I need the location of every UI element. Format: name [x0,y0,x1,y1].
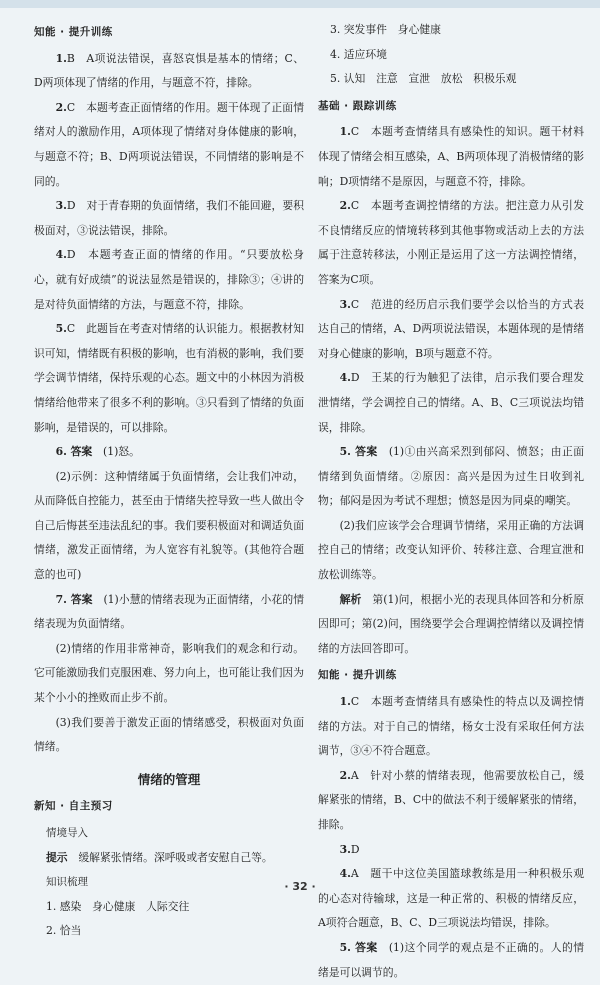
answer-item: 2.C 本题考查调控情绪的方法。把注意力从引发不良情绪反应的情境转移到其他事物或活动上去的方法属于注意转移法，小刚正是运用了这一方法调控情绪，答案为C项。 [318,199,585,286]
knowledge-item: 5. 认知 注意 宣泄 放松 积极乐观 [330,72,517,86]
answer-item: 3.D [339,842,360,856]
section-heading: 知能 · 提升训练 [34,26,113,38]
answer-item: 1.C 本题考查情绪具有感染性的知识。题干材料体现了情绪会相互感染，A、B两项体现了消极情绪的影响；D项情绪不是原因，与题意不符，排除。 [318,125,585,188]
answer-paragraph: (3)我们要善于激发正面的情绪感受，积极面对负面情绪。 [34,715,304,754]
tip: 提示 缓解紧张情绪。深呼吸或者安慰自己等。 [46,850,273,864]
answer-item: 4.D 本题考查正面的情绪的作用。“只要放松身心，就有好成绩”的说法显然是错误的，排除③；④讲的是对待负面情绪的方法，与题意不符，排除。 [34,248,304,311]
section-heading: 基础 · 跟踪训练 [318,99,397,112]
section-heading: 知能 · 提升训练 [318,669,397,682]
subsection-heading: 情境导入 [46,827,88,839]
lesson-title: 情绪的管理 [137,771,201,787]
page-number: · 32 · [284,880,316,893]
answer-item: 6. 答案 (1)怒。 [55,445,140,459]
answer-paragraph: (2)我们应该学会合理调节情绪，采用正确的方法调控自己的情绪；改变认知评价、转移注意、合理宣泄和放松训练等。 [318,518,584,582]
answer-item: 1.B A项说法错误，喜怒哀惧是基本的情绪；C、D两项体现了情绪的作用，与题意不符，排除。 [34,51,305,90]
answer-item: 2.C 本题考查正面情绪的作用。题干体现了正面情绪对人的激励作用，A项体现了情绪对身体健康的影响，与题意不符；B、D两项说法错误，不同情绪的影响是不同的。 [34,100,304,188]
answer-item: 3.C 范进的经历启示我们要学会以恰当的方式表达自己的情绪，A、D两项说法错误，本题体现的是情绪对身心健康的影响，B项与题意不符。 [318,297,585,360]
answer-item: 7. 答案 (1)小慧的情绪表现为正面情绪，小花的情绪表现为负面情绪。 [34,592,305,631]
answer-paragraph: (2)情绪的作用非常神奇，影响我们的观念和行动。它可能激励我们克服困难、努力向上，也可能让我们因为某个小小的挫败而止步不前。 [34,641,304,705]
answer-paragraph: (2)示例：这种情绪属于负面情绪，会让我们冲动，从而降低自控能力，甚至由于情绪失控导致一些人做出令自己后悔甚至违法乱纪的事。我们要积极面对和调适负面情绪，激发正面情绪，为人宽容有礼貌等。(其他符合题意的也可) [34,469,304,582]
answer-item: 3.D 对于青春期的负面情绪，我们不能回避，要积极面对，③说法错误，排除。 [34,199,305,237]
answer-item: 5. 答案 (1)①由兴高采烈到郁闷、愤怒；由正面情绪到负面情绪。②原因：高兴是因为过生日收到礼物；郁闷是因为考试不理想；愤怒是因为同桌的嘲笑。 [318,445,585,508]
answer-item: 2.A 针对小蔡的情绪表现，他需要放松自己，缓解紧张的情绪，B、C中的做法不利于缓解紧张的情绪，排除。 [318,768,584,831]
analysis: 解析 第(1)问，根据小光的表现具体回答和分析原因即可；第(2)问，围绕要学会合理调控情绪以及调控情绪的方法回答即可。 [318,592,585,655]
answer-item: 4.A 题干中这位美国篮球教练是用一种积极乐观的心态对待输球，这是一种正常的、积极的情绪反应，A项符合题意，B、C、D三项说法均错误，排除。 [318,867,584,930]
knowledge-item: 4. 适应环境 [330,47,387,61]
right-column [318,18,584,985]
subsection-heading: 知识梳理 [46,876,88,889]
top-band [0,0,600,8]
answer-item: 5.C 此题旨在考查对情绪的认识能力。根据教材知识可知，情绪既有积极的影响，也有消极的影响，我们要学会调节情绪，保持乐观的心态。题文中的小林因为消极情绪给他带来了很多不利的影响。③只看到了情绪的负面影响，是错误的，可以排除。 [34,322,304,434]
knowledge-item: 3. 突发事件 身心健康 [330,23,441,36]
knowledge-item: 1. 感染 身心健康 人际交往 [46,899,190,913]
answer-item: 5. 答案 (1)这个同学的观点是不正确的。人的情绪是可以调节的。 [318,940,585,979]
left-column [34,18,304,944]
section-heading: 新知 · 自主预习 [34,800,113,813]
knowledge-item: 2. 恰当 [46,924,82,938]
answer-item: 1.C 本题考查情绪具有感染性的特点以及调控情绪的方法。对于自己的情绪，杨女士没有采取任何方法调节，③④不符合题意。 [318,695,585,758]
answer-item: 4.D 王某的行为触犯了法律，启示我们要合理发泄情绪，学会调控自己的情绪。A、B、C三项说法均错误，排除。 [318,371,585,434]
